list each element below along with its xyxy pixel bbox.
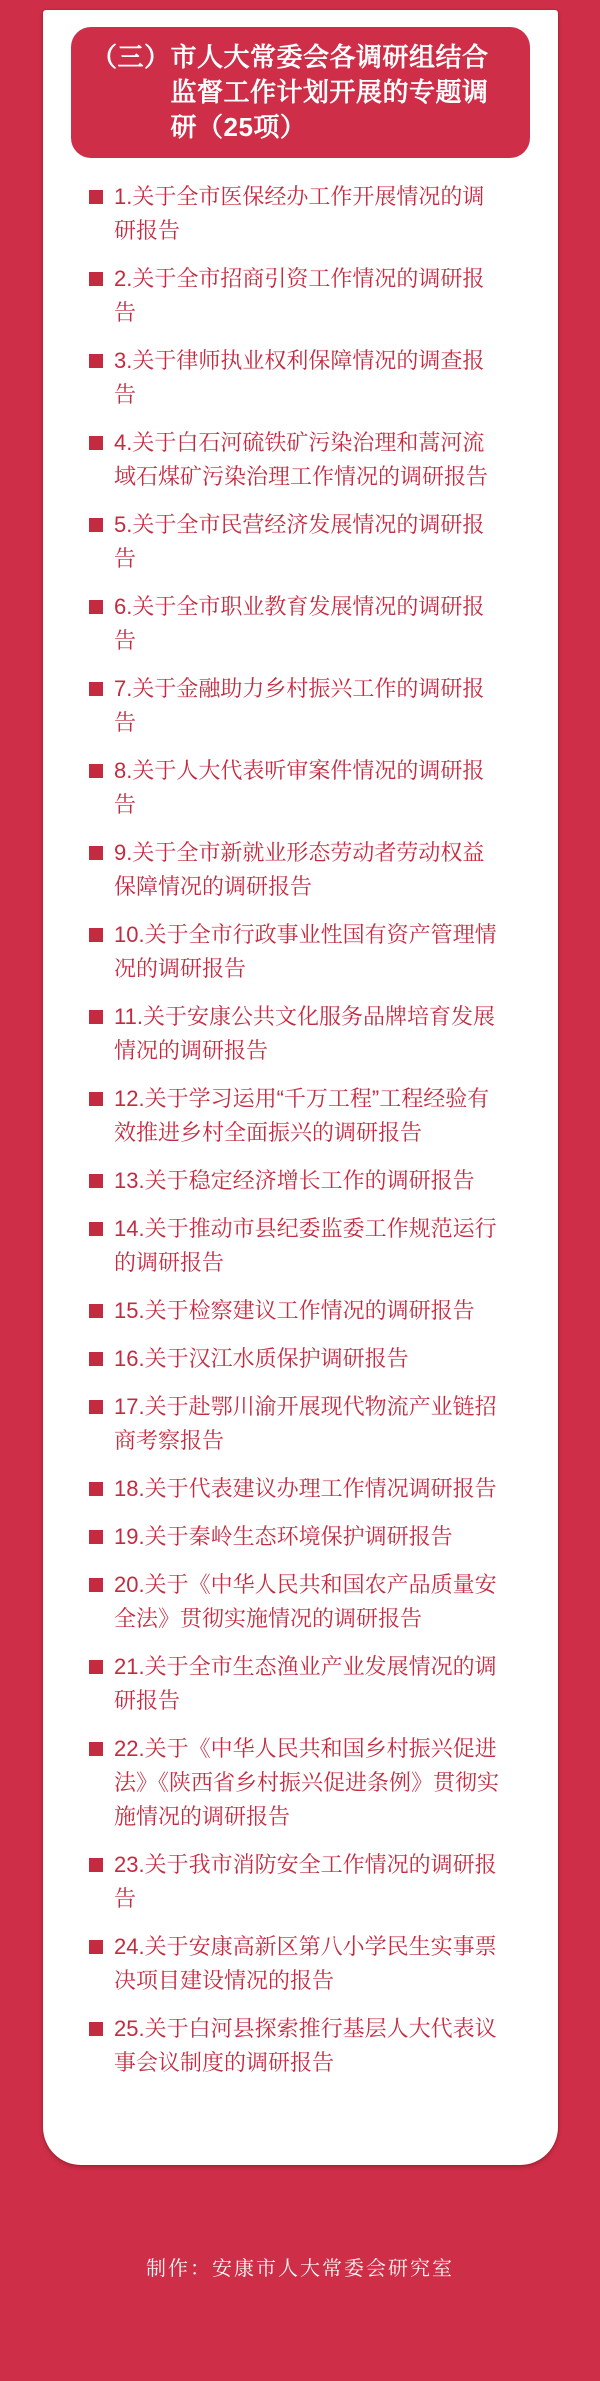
report-item-text: 7.关于金融助力乡村振兴工作的调研报告: [114, 676, 485, 735]
bullet-square-icon: [89, 1400, 103, 1414]
bullet-square-icon: [89, 1304, 103, 1318]
report-item-text: 18.关于代表建议办理工作情况调研报告: [114, 1476, 497, 1501]
report-item-text: 1.关于全市医保经办工作开展情况的调研报告: [114, 184, 485, 243]
list-item: [89, 1390, 558, 1458]
list-item: [89, 426, 558, 494]
report-item-text: 22.关于《中华人民共和国乡村振兴促进法》《陕西省乡村振兴促进条例》贯彻实施情况的调研报告: [114, 1736, 500, 1829]
report-item-text: 11.关于安康公共文化服务品牌培育发展情况的调研报告: [114, 1004, 495, 1063]
bullet-square-icon: [89, 1530, 103, 1544]
list-item: [89, 1164, 558, 1198]
report-item-text: 5.关于全市民营经济发展情况的调研报告: [114, 512, 485, 571]
list-item: [89, 672, 558, 740]
list-item: [89, 836, 558, 904]
bullet-square-icon: [89, 436, 103, 450]
list-item: [89, 508, 558, 576]
list-item: [89, 1930, 558, 1998]
bullet-square-icon: [89, 1010, 103, 1024]
list-item: [89, 262, 558, 330]
bullet-square-icon: [89, 2022, 103, 2036]
list-item: [89, 1568, 558, 1636]
list-item: [89, 1212, 558, 1280]
list-item: [89, 2012, 558, 2080]
report-item-text: 23.关于我市消防安全工作情况的调研报告: [114, 1852, 497, 1911]
bullet-square-icon: [89, 518, 103, 532]
report-item-text: 17.关于赴鄂川渝开展现代物流产业链招商考察报告: [114, 1394, 497, 1453]
report-item-text: 12.关于学习运用“千万工程”工程经验有效推进乡村全面振兴的调研报告: [114, 1086, 490, 1145]
section-title: 市人大常委会各调研组结合监督工作计划开展的专题调研（25项）: [170, 42, 489, 142]
report-item-text: 21.关于全市生态渔业产业发展情况的调研报告: [114, 1654, 497, 1713]
bullet-square-icon: [89, 1092, 103, 1106]
content-card: [43, 10, 558, 2165]
list-item: [89, 1520, 558, 1554]
bullet-square-icon: [89, 1222, 103, 1236]
report-item-text: 24.关于安康高新区第八小学民生实事票决项目建设情况的报告: [114, 1934, 497, 1993]
list-item: [89, 1848, 558, 1916]
report-item-text: 4.关于白石河硫铁矿污染治理和蒿河流域石煤矿污染治理工作情况的调研报告: [114, 430, 489, 489]
report-item-text: 10.关于全市行政事业性国有资产管理情况的调研报告: [114, 922, 497, 981]
list-item: [89, 180, 558, 248]
report-item-text: 3.关于律师执业权利保障情况的调查报告: [114, 348, 485, 407]
bullet-square-icon: [89, 1352, 103, 1366]
section-header: [71, 27, 530, 158]
list-item: [89, 344, 558, 412]
report-item-text: 16.关于汉江水质保护调研报告: [114, 1346, 409, 1371]
list-item: [89, 1294, 558, 1328]
section-number: （三）: [91, 42, 171, 72]
bullet-square-icon: [89, 846, 103, 860]
list-item: [89, 1650, 558, 1718]
bullet-square-icon: [89, 682, 103, 696]
report-item-text: 15.关于检察建议工作情况的调研报告: [114, 1298, 475, 1323]
bullet-square-icon: [89, 1742, 103, 1756]
list-item: [89, 1342, 558, 1376]
list-item: [89, 1000, 558, 1068]
bullet-square-icon: [89, 272, 103, 286]
report-item-text: 6.关于全市职业教育发展情况的调研报告: [114, 594, 485, 653]
footer-credit: 制作：安康市人大常委会研究室: [146, 2258, 454, 2280]
list-item: [89, 1472, 558, 1506]
report-list: [43, 180, 558, 2080]
bullet-square-icon: [89, 1482, 103, 1496]
bullet-square-icon: [89, 600, 103, 614]
report-item-text: 25.关于白河县探索推行基层人大代表议事会议制度的调研报告: [114, 2016, 497, 2075]
bullet-square-icon: [89, 190, 103, 204]
list-item: [89, 590, 558, 658]
bullet-square-icon: [89, 1660, 103, 1674]
report-item-text: 8.关于人大代表听审案件情况的调研报告: [114, 758, 485, 817]
list-item: [89, 918, 558, 986]
report-item-text: 2.关于全市招商引资工作情况的调研报告: [114, 266, 485, 325]
report-item-text: 20.关于《中华人民共和国农产品质量安全法》贯彻实施情况的调研报告: [114, 1572, 497, 1631]
bullet-square-icon: [89, 1174, 103, 1188]
bullet-square-icon: [89, 1940, 103, 1954]
list-item: [89, 1732, 558, 1834]
report-item-text: 13.关于稳定经济增长工作的调研报告: [114, 1168, 475, 1193]
bullet-square-icon: [89, 1578, 103, 1592]
bullet-square-icon: [89, 764, 103, 778]
bullet-square-icon: [89, 354, 103, 368]
report-item-text: 14.关于推动市县纪委监委工作规范运行的调研报告: [114, 1216, 497, 1275]
bullet-square-icon: [89, 1858, 103, 1872]
report-item-text: 19.关于秦岭生态环境保护调研报告: [114, 1524, 453, 1549]
report-item-text: 9.关于全市新就业形态劳动者劳动权益保障情况的调研报告: [114, 840, 485, 899]
list-item: [89, 754, 558, 822]
bullet-square-icon: [89, 928, 103, 942]
list-item: [89, 1082, 558, 1150]
